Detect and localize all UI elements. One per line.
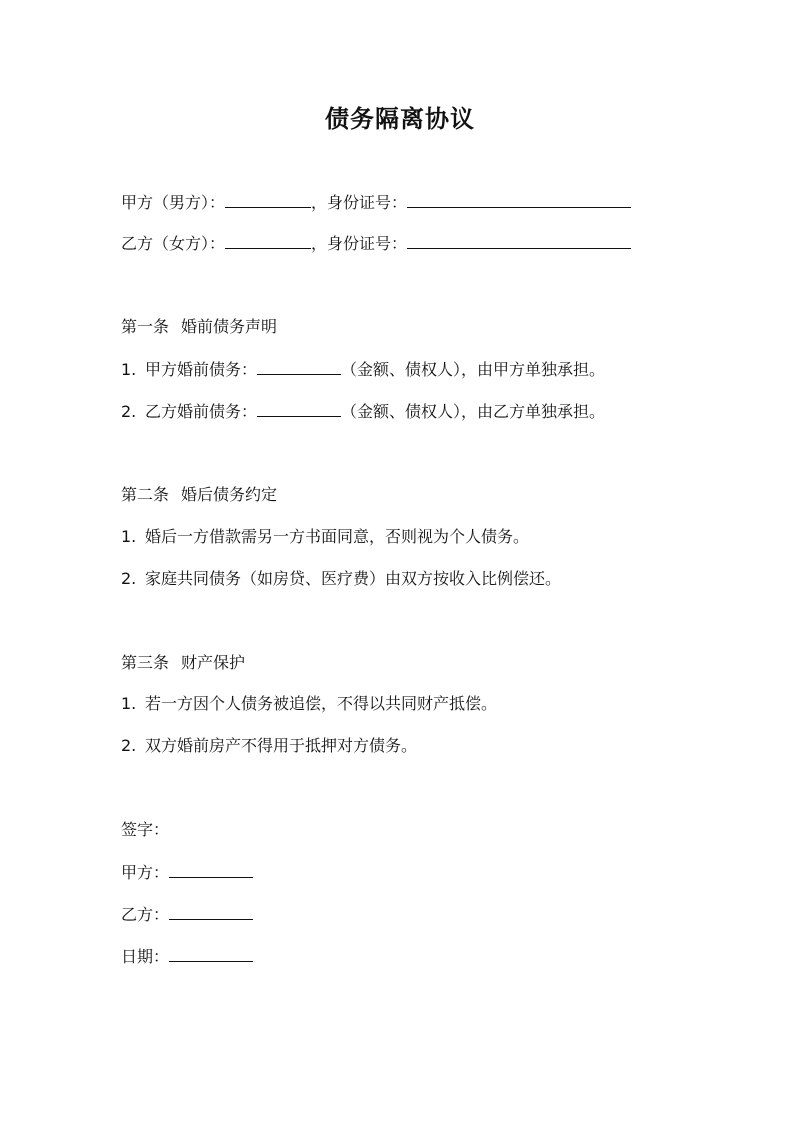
party-b-id-blank[interactable] [407, 232, 631, 249]
signature-date-blank[interactable] [169, 945, 253, 962]
article-1-number: 第一条 [121, 317, 170, 336]
signature-heading: 签字： [121, 820, 170, 839]
item-text: 婚后一方借款需另一方书面同意，否则视为个人债务。 [145, 527, 530, 546]
party-a-line [121, 191, 631, 214]
item-text: 若一方因个人债务被追偿，不得以共同财产抵偿。 [145, 694, 498, 713]
article-2-title: 婚后债务约定 [181, 485, 278, 504]
party-b-premarital-debt-blank[interactable] [257, 400, 341, 417]
article-3-heading [121, 652, 245, 674]
party-a-id-label: ，身份证号： [311, 193, 408, 212]
signature-party-a-label: 甲方： [121, 863, 170, 882]
item-text: 家庭共同债务（如房贷、医疗费）由双方按收入比例偿还。 [145, 569, 562, 588]
article-2-heading [121, 484, 277, 506]
item-text: 双方婚前房产不得用于抵押对方债务。 [145, 736, 418, 755]
party-a-name-blank[interactable] [225, 191, 311, 208]
signature-party-a-blank[interactable] [169, 861, 253, 878]
party-a-label: 甲方（男方）： [121, 193, 226, 212]
article-1-heading [121, 316, 277, 338]
item-number: 1. [121, 694, 137, 713]
signature-date-line [121, 945, 253, 968]
signature-party-b-line [121, 903, 253, 926]
signature-party-a-line [121, 861, 253, 884]
item-number: 2. [121, 736, 137, 755]
article-2-item-2 [121, 568, 561, 590]
item-number: 2. [121, 569, 137, 588]
item-text-before: 甲方婚前债务： [145, 360, 258, 379]
article-3-title: 财产保护 [181, 653, 246, 672]
article-1-title: 婚前债务声明 [181, 317, 278, 336]
signature-party-b-blank[interactable] [169, 903, 253, 920]
item-number: 1. [121, 527, 137, 546]
item-text-before: 乙方婚前债务： [145, 402, 258, 421]
article-1-item-1 [121, 358, 605, 381]
signature-party-b-label: 乙方： [121, 905, 170, 924]
article-3-number: 第三条 [121, 653, 170, 672]
party-b-id-label: ，身份证号： [311, 234, 408, 253]
party-a-premarital-debt-blank[interactable] [257, 358, 341, 375]
signature-date-label: 日期： [121, 947, 170, 966]
document-title: 债务隔离协议 [325, 105, 475, 133]
article-1-item-2 [121, 400, 605, 423]
item-text-after: （金额、债权人），由甲方单独承担。 [341, 360, 606, 379]
party-a-id-blank[interactable] [407, 191, 631, 208]
article-2-item-1 [121, 526, 529, 548]
article-2-number: 第二条 [121, 485, 170, 504]
party-b-name-blank[interactable] [225, 232, 311, 249]
item-number: 1. [121, 360, 137, 379]
item-text-after: （金额、债权人），由乙方单独承担。 [341, 402, 606, 421]
item-number: 2. [121, 402, 137, 421]
party-b-label: 乙方（女方）： [121, 234, 226, 253]
article-3-item-2 [121, 735, 417, 757]
article-3-item-1 [121, 693, 497, 715]
party-b-line [121, 232, 631, 255]
